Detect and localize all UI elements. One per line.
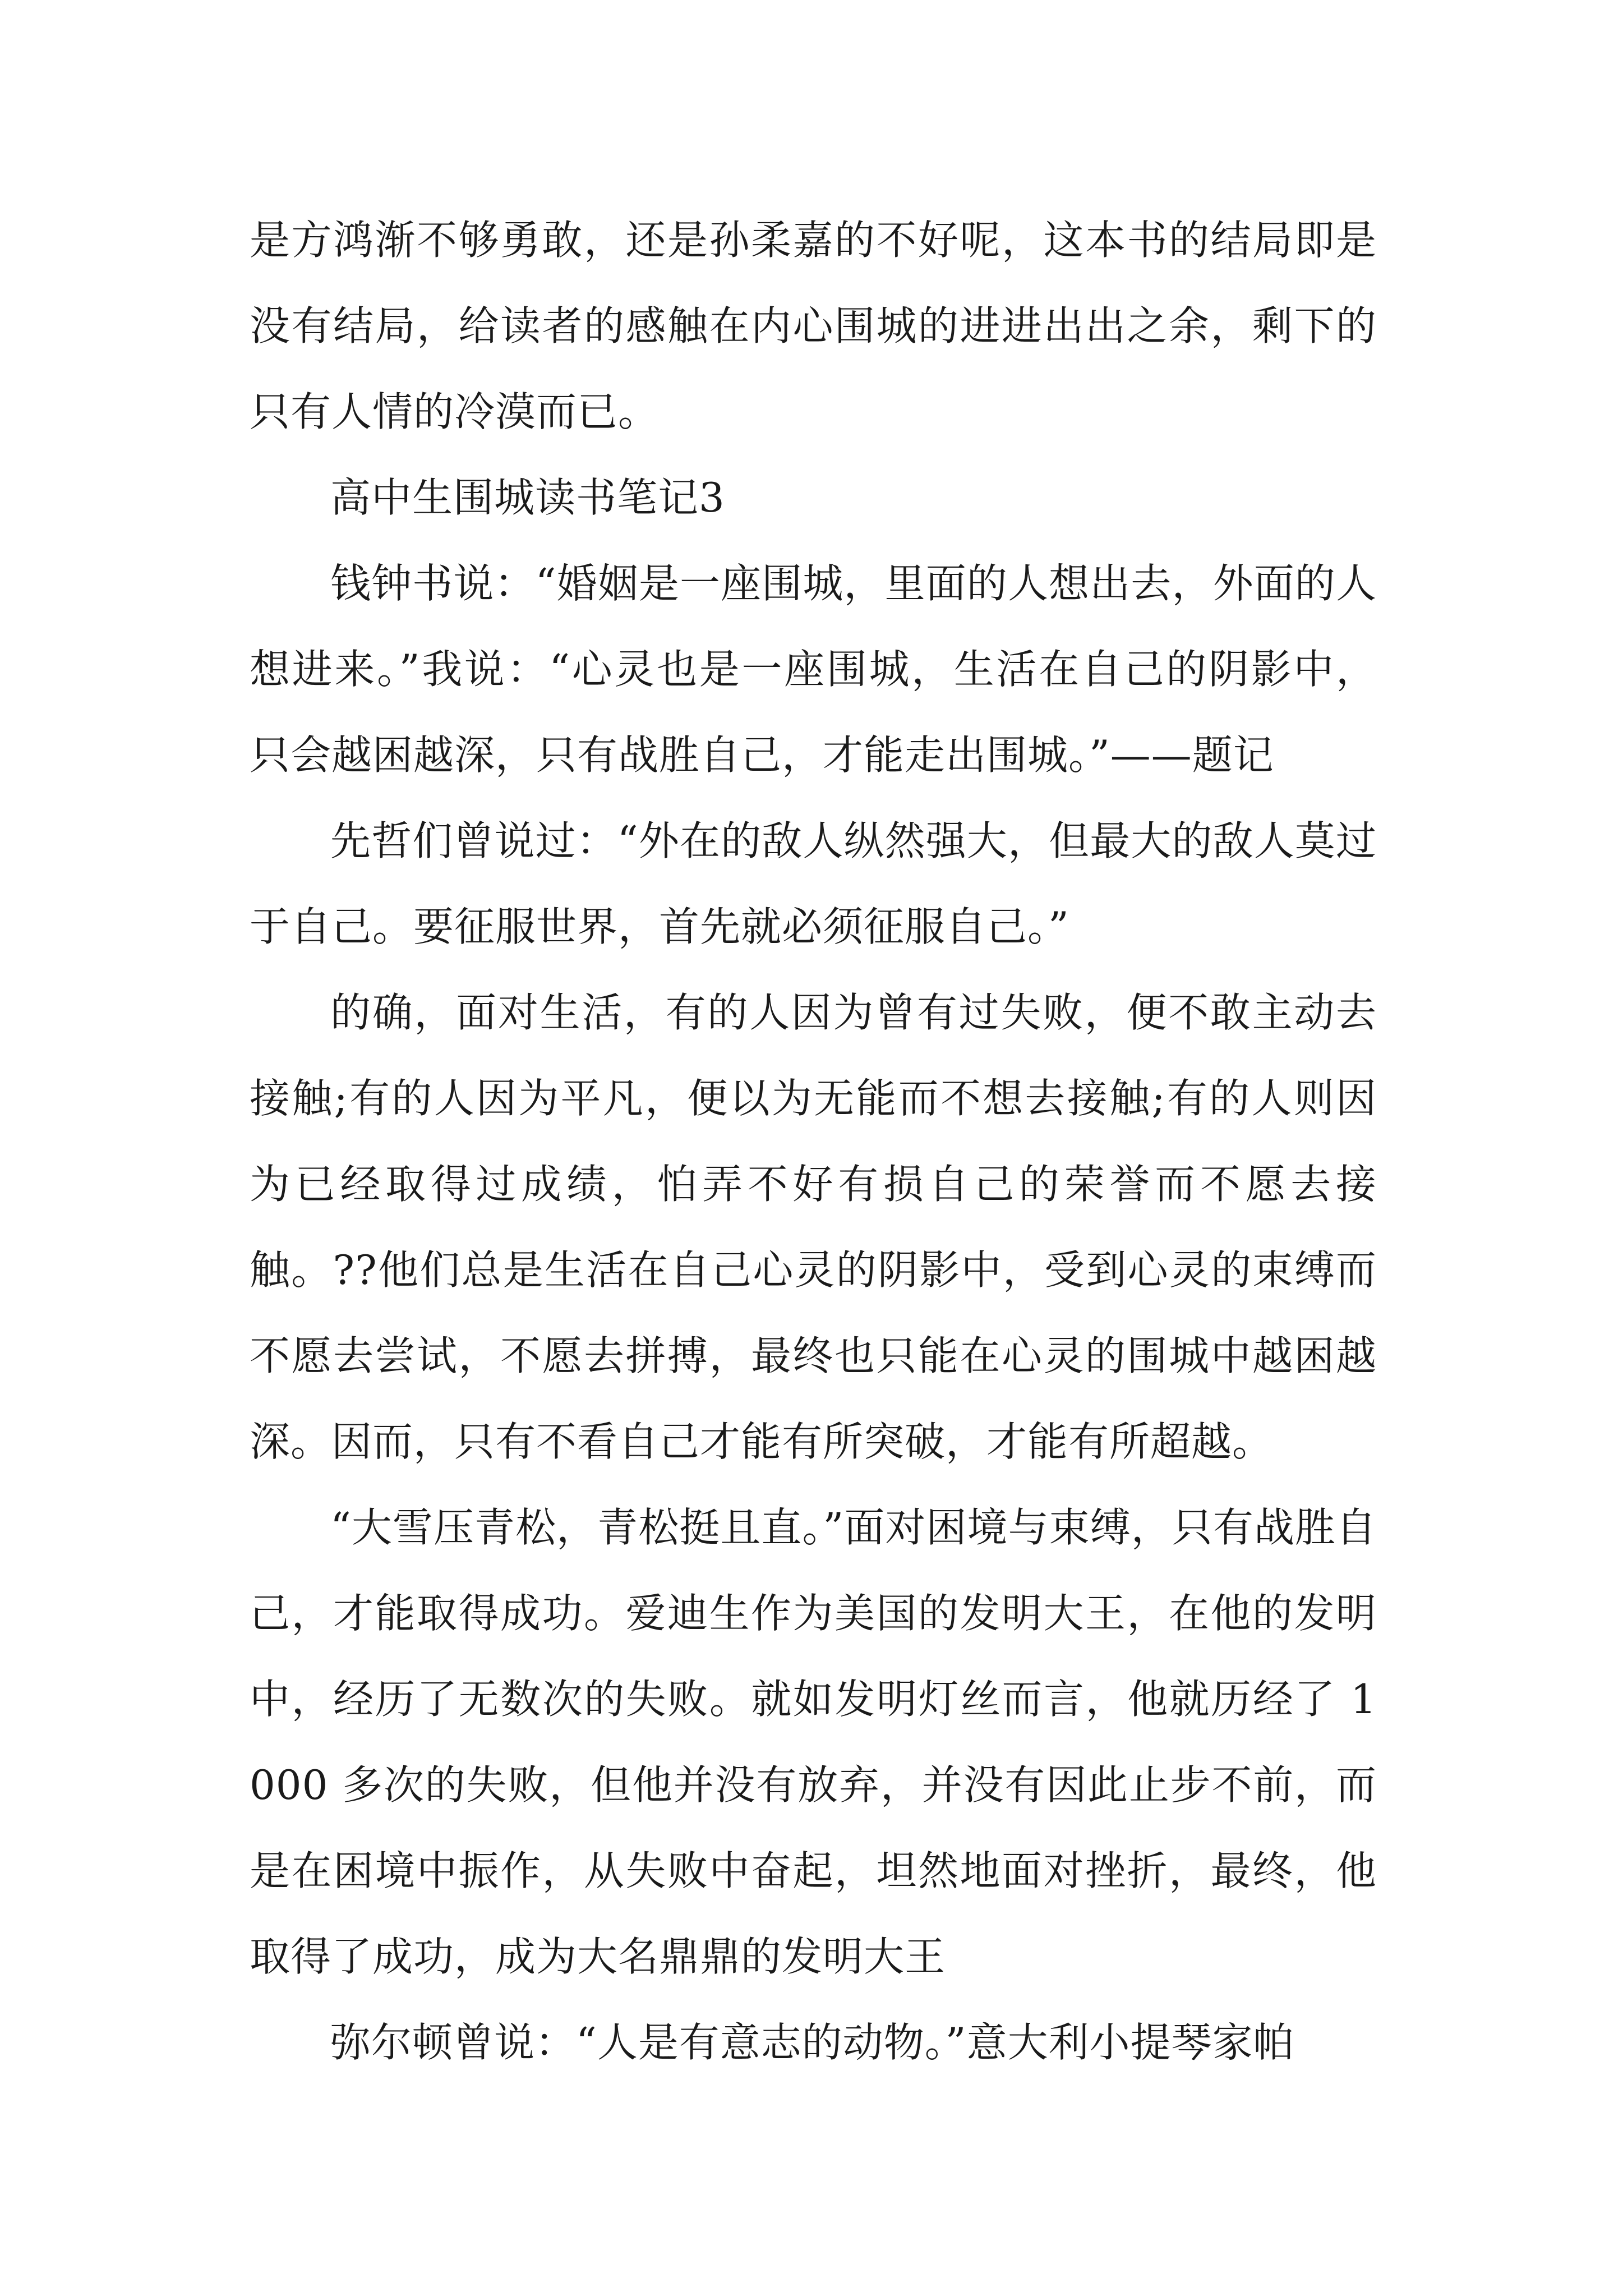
document-body	[250, 197, 1377, 2086]
paragraph-quote-sages: 先哲们曾说过：“外在的敌人纵然强大，但最大的敌人莫过于自己。要征服世界，首先就必须征服自己。”	[250, 817, 1377, 950]
paragraph-continuation: 是方鸿渐不够勇敢，还是孙柔嘉的不好呢，这本书的结局即是没有结局，给读者的感触在内心围城的进进出出之余，剩下的只有人情的冷漠而已。	[250, 217, 1377, 435]
paragraph-milton: 弥尔顿曾说：“人是有意志的动物。”意大利小提琴家帕	[330, 2019, 1294, 2066]
paragraph-epigraph: 钱钟书说：“婚姻是一座围城，里面的人想出去，外面的人想进来。”我说：“心灵也是一座围城，生活在自己的阴影中，只会越困越深，只有战胜自己，才能走出围城。”——题记	[250, 560, 1377, 779]
section-heading: 高中生围城读书笔记3	[330, 474, 725, 521]
paragraph-shadow: 的确，面对生活，有的人因为曾有过失败，便不敢主动去接触;有的人因为平凡，便以为无能而不想去接触;有的人则因为已经取得过成绩，怕弄不好有损自己的荣誉而不愿去接触。??他们总是生活在自己心灵的阴影中，受到心灵的束缚而不愿去尝试，不愿去拼搏，最终也只能在心灵的围城中越困越深。因而，只有不看自己才能有所突破，才能有所超越。	[250, 989, 1377, 1465]
paragraph-edison: “大雪压青松，青松挺且直。”面对困境与束缚，只有战胜自己，才能取得成功。爱迪生作为美国的发明大王，在他的发明中，经历了无数次的失败。就如发明灯丝而言，他就历经了 1000 多次的失败，但他并没有放弃，并没有因此止步不前，而是在困境中振作，从失败中奋起，坦然地面对挫折，最终，他取得了成功，成为大名鼎鼎的发明大王	[250, 1504, 1377, 1980]
